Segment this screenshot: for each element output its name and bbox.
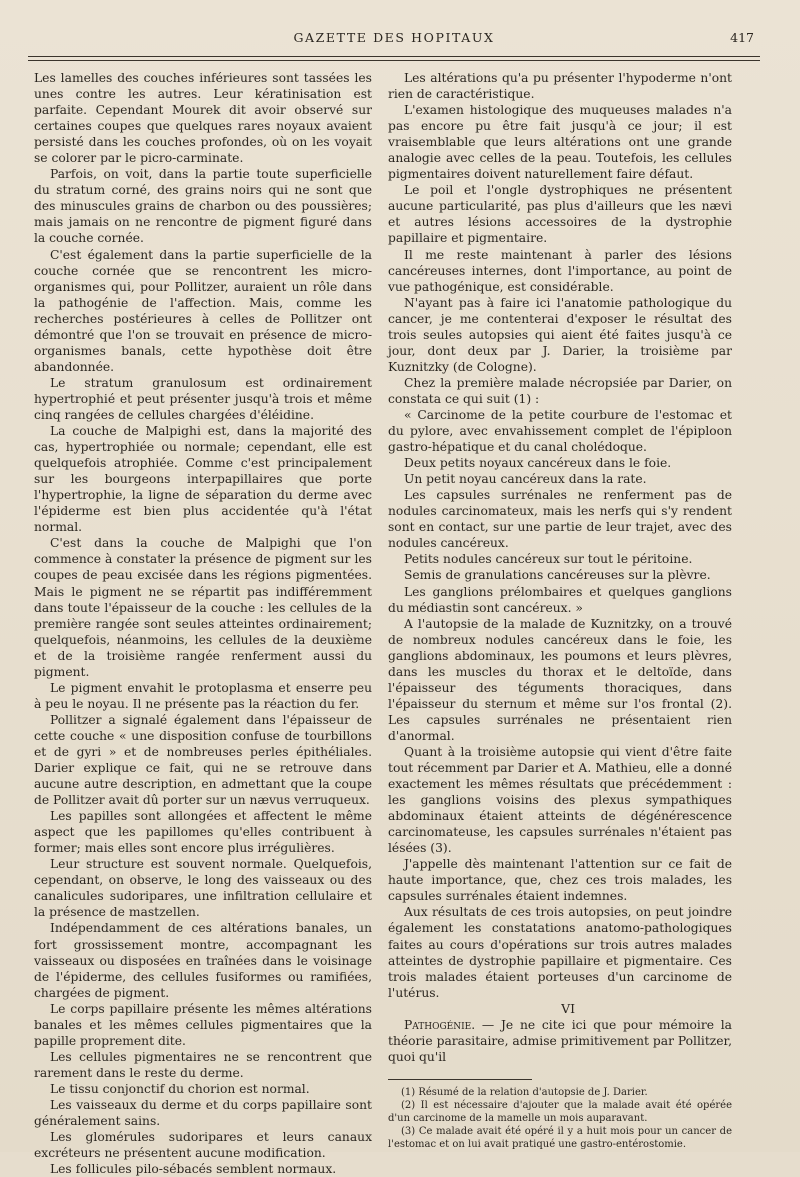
paragraph: Les capsules surrénales ne renferment pas de nodules carcinomateux, mais les nerfs qui s'y rendent sont en contact, sur une partie de leur trajet, avec des nodules cancéreux. [388,488,732,551]
footnote: (2) Il est nécessaire d'ajouter que la malade avait été opérée d'un carcinome de la mamelle un mois auparavant. [388,1099,732,1124]
paragraph: Leur structure est souvent normale. Quelquefois, cependant, on observe, le long des vaisseaux ou des canalicules sudoripares, une infiltration cellulaire et la présence de mastzellen. [34,857,372,920]
paragraph: Les glomérules sudoripares et leurs canaux excréteurs ne présentent aucune modification. [34,1130,372,1161]
header-rule-thick [28,56,760,57]
paragraph: Chez la première malade nécropsiée par Darier, on constata ce qui suit (1) : [388,375,732,406]
paragraph: Le tissu conjonctif du chorion est normal. [49,1081,310,1096]
paragraph: L'examen histologique des muqueuses malades n'a pas encore pu être fait jusqu'à ce jour; il est vraisemblable que leurs altérations ont une grande analogie avec celles de la peau. Toutefois, les cellules pigmentaires doivent naturellement faire défaut. [388,103,732,182]
header-rule-thin [28,60,760,61]
paragraph: J'appelle dès maintenant l'attention sur ce fait de haute importance, que, chez ces trois malades, les capsules surrénales étaient indemnes. [388,857,732,904]
paragraph: Petits nodules cancéreux sur tout le péritoine. [403,552,693,567]
paragraph: Les follicules pilo-sébacés semblent normaux. [49,1162,337,1177]
paragraph: Le corps papillaire présente les mêmes altérations banales et les mêmes cellules pigmentaires que la papille proprement dite. [34,1001,372,1048]
paragraph: Les cellules pigmentaires ne se rencontrent que rarement dans le reste du derme. [34,1049,372,1080]
page-header [28,30,760,50]
paragraph: Les vaisseaux du derme et du corps papillaire sont généralement sains. [34,1098,372,1129]
paragraph: Pollitzer a signalé également dans l'épaisseur de cette couche « une disposition confuse de tourbillons et de gyri » et de nombreuses perles épithéliales. Darier explique ce fait, qui ne se retrouve dans aucune autre description, en admettant que la coupe de Pollitzer avait dû porter sur un nævus verruqueux. [34,712,372,808]
paragraph: Deux petits noyaux cancéreux dans le foie. [403,456,672,471]
paragraph: Il me reste maintenant à parler des lésions cancéreuses internes, dont l'importance, au point de vue pathogénique, est considérable. [388,247,732,294]
section-text: — Je ne cite ici que pour mémoire la théorie parasitaire, admise primitivement par Pollitzer, quoi qu'il [388,1017,732,1064]
footnotes [388,1086,732,1151]
paragraph: Un petit noyau cancéreux dans la rate. [403,472,647,487]
paragraph: Aux résultats de ces trois autopsies, on peut joindre également les constatations anatomo-pathologiques faites au cours d'opérations sur trois autres malades atteintes de dystrophie papillaire et pigmentaire. Ces trois malades étaient porteuses d'un carcinome de l'utérus. [388,905,732,1000]
paragraph: Quant à la troisième autopsie qui vient d'être faite tout récemment par Darier et A. Mathieu, elle a donné exactement les mêmes résultats que précédemment : les ganglions voisins des plexus sympathiques abdominaux étaient atteints de dégénérescence carcinomateuse, les capsules surrénales n'étaient pas lésées (3). [388,744,732,856]
paragraph: Semis de granulations cancéreuses sur la plèvre. [403,568,711,583]
section-lead: Pathogénie. [403,1017,476,1032]
paragraph: Le pigment envahit le protoplasma et enserre peu à peu le noyau. Il ne présente pas la réaction du fer. [34,680,372,711]
running-title: GAZETTE DES HOPITAUX [293,30,495,45]
paragraph: Les altérations qu'a pu présenter l'hypoderme n'ont rien de caractéristique. [388,71,732,102]
footnote-rule [388,1079,532,1080]
page-number: 417 [730,30,754,45]
paragraph: « Carcinome de la petite courbure de l'estomac et du pylore, avec envahissement complet de l'épiploon gastro-hépatique et du canal cholédoque. [388,407,732,455]
left-column [34,70,372,1177]
paragraph: La couche de Malpighi est, dans la majorité des cas, hypertrophiée ou normale; cependant, elle est quelquefois atrophiée. Comme c'est principalement sur les bourgeons interpapillaires que porte l'hypertrophie, la ligne de séparation du derme avec l'épiderme est bien plus accidentée qu'à l'état normal. [34,424,372,535]
paragraph: Les ganglions prélombaires et quelques ganglions du médiastin sont cancéreux. » [388,584,732,615]
paragraph: Parfois, on voit, dans la partie toute superficielle du stratum corné, des grains noirs qui ne sont que des minuscules grains de charbon ou des poussières; mais jamais on ne rencontre de pigment figuré dans la couche cornée. [34,167,372,246]
paragraph: Le poil et l'ongle dystrophiques ne présentent aucune particularité, pas plus d'ailleurs que les nævi et autres lésions accessoires de la dystrophie papillaire et pigmentaire. [388,183,732,246]
section-number: VI [561,1000,576,1016]
paragraph: Les papilles sont allongées et affectent le même aspect que les papillomes qu'elles contribuent à former; mais elles sont encore plus irrégulières. [34,809,372,856]
paragraph: A l'autopsie de la malade de Kuznitzky, on a trouvé de nombreux nodules cancéreux dans le foie, les ganglions abdominaux, les poumons et leurs plèvres, dans les muscles du thorax et le deltoïde, dans l'épaisseur des téguments thoraciques, dans l'épaisseur du sternum et même sur l'os frontal (2). Les capsules surrénales ne présentaient rien d'anormal. [388,616,732,743]
paragraph: Le stratum granulosum est ordinairement hypertrophié et peut présenter jusqu'à trois et même cinq rangées de cellules chargées d'éléidine. [34,375,372,422]
footnote: (3) Ce malade avait été opéré il y a huit mois pour un cancer de l'estomac et on lui avait pratiqué une gastro-entérostomie. [388,1125,732,1150]
paragraph: C'est dans la couche de Malpighi que l'on commence à constater la présence de pigment sur les coupes de peau excisée dans les régions pigmentées. Mais le pigment ne se répartit pas indifféremment dans toute l'épaisseur de la couche : les cellules de la première rangée sont seules atteintes ordinairement; quelquefois, néanmoins, les cellules de la deuxième et de la troisième rangée renferment aussi du pigment. [34,536,372,679]
paragraph: Indépendamment de ces altérations banales, un fort grossissement montre, accompagnant les vaisseaux ou disposées en traînées dans le voisinage de l'épiderme, des cellules fusiformes ou ramifiées, chargées de pigment. [34,921,372,1000]
paragraph: N'ayant pas à faire ici l'anatomie pathologique du cancer, je me contenterai d'exposer le résultat des trois seules autopsies qui aient été faites jusqu'à ce jour, dont deux par J. Darier, la troisième par Kuznitzky (de Cologne). [388,295,732,374]
right-column [388,70,732,1151]
footnote: (1) Résumé de la relation d'autopsie de J. Darier. [401,1086,648,1098]
paragraph: Les lamelles des couches inférieures sont tassées les unes contre les autres. Leur kératinisation est parfaite. Cependant Mourek dit avoir observé sur certaines coupes que quelques rares noyaux avaient persisté dans les couches profondes, où on les voyait se colorer par le picro-carminate. [34,71,372,166]
paragraph: C'est également dans la partie superficielle de la couche cornée que se rencontrent les micro-organismes qui, pour Pollitzer, auraient un rôle dans la pathogénie de l'affection. Mais, comme les recherches postérieures à celles de Pollitzer ont démontré que l'on se trouvait en présence de micro-organismes banals, cette hypothèse doit être abandonnée. [34,247,372,374]
section-paragraph [388,1017,732,1065]
